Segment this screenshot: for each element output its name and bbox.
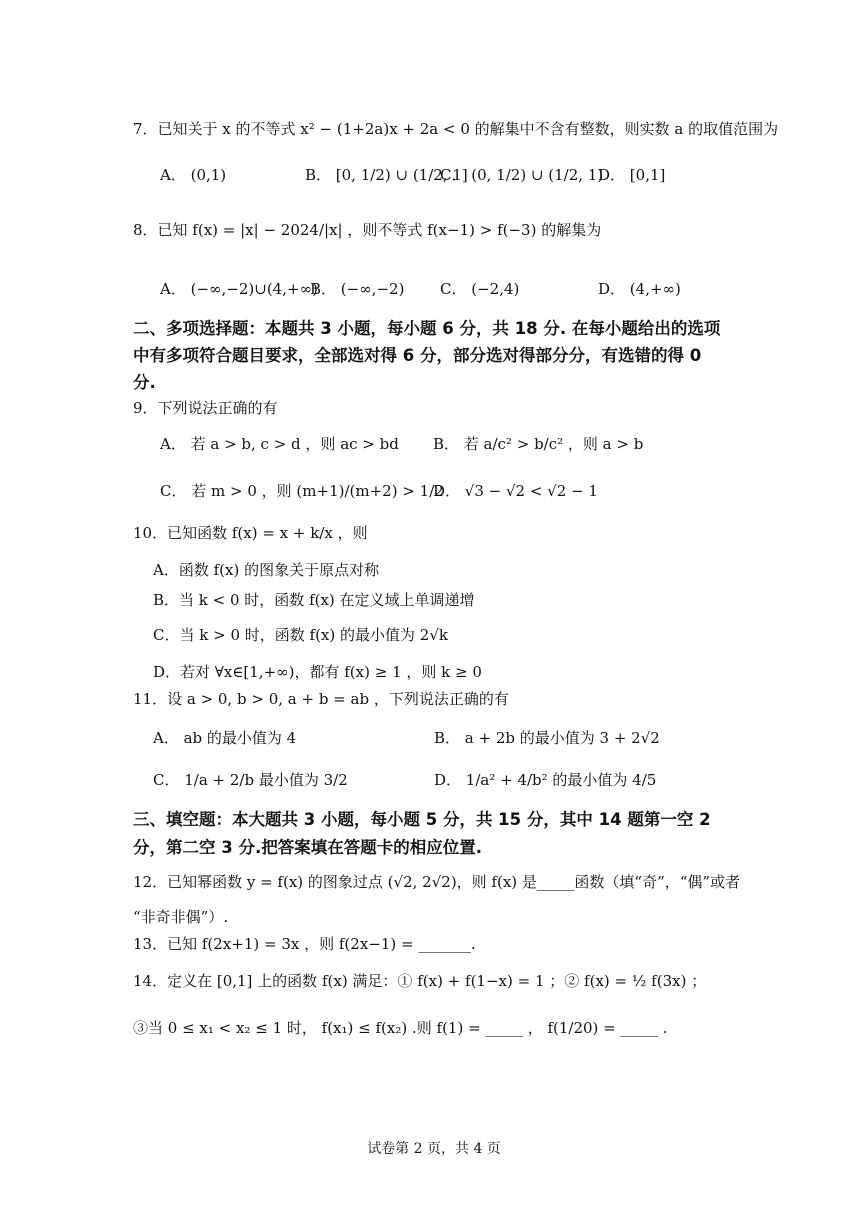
page-footer: 试卷第 2 页，共 4 页 (367, 1141, 501, 1157)
q12-line1: 12．已知幂函数 y = f(x) 的图象过点 (√2, 2√2)，则 f(x) 是_____函数（填“奇”，“偶”或者 (133, 873, 741, 891)
q9-option-a: A． 若 a > b, c > d ，则 ac > bd (160, 435, 399, 453)
q8-option-b: B． (−∞,−2) (310, 280, 405, 298)
q14-line1: 14．定义在 [0,1] 上的函数 f(x) 满足：① f(x) + f(1−x) = 1 ；② f(x) = ½ f(3x) ； (133, 972, 707, 990)
section3-line2: 分，第二空 3 分.把答案填在答题卡的相应位置. (133, 838, 483, 857)
q11-option-b: B． a + 2b 的最小值为 3 + 2√2 (434, 729, 660, 747)
q11-option-a: A． ab 的最小值为 4 (153, 729, 297, 747)
q9-option-b: B． 若 a/c² > b/c² ，则 a > b (433, 435, 644, 453)
q7-option-a: A． (0,1) (160, 166, 227, 184)
q10-stem: 10．已知函数 f(x) = x + k/x ，则 (133, 524, 368, 542)
section2-line3: 分. (133, 373, 156, 392)
q10-option-d: D．若对 ∀x∈[1,+∞)，都有 f(x) ≥ 1 ，则 k ≥ 0 (153, 663, 482, 681)
section2-line1: 二、多项选择题：本题共 3 小题，每小题 6 分，共 18 分. 在每小题给出的选项 (133, 319, 721, 338)
q10-option-c: C．当 k > 0 时，函数 f(x) 的最小值为 2√k (153, 626, 448, 644)
q11-stem: 11．设 a > 0, b > 0, a + b = ab ，下列说法正确的有 (133, 690, 509, 708)
q8-option-c: C． (−2,4) (440, 280, 520, 298)
q10-option-b: B．当 k < 0 时，函数 f(x) 在定义域上单调递增 (153, 591, 475, 609)
q7-stem: 7．已知关于 x 的不等式 x² − (1+2a)x + 2a < 0 的解集中不含有整数，则实数 a 的取值范围为 (133, 120, 779, 138)
q7-option-c: C． (0, 1/2) ∪ (1/2, 1) (440, 166, 604, 184)
q11-option-c: C． 1/a + 2/b 最小值为 3/2 (153, 771, 348, 789)
q7-option-b: B． [0, 1/2) ∪ (1/2, 1] (305, 166, 468, 184)
q8-option-d: D． (4,+∞) (598, 280, 681, 298)
q10-option-a: A．函数 f(x) 的图象关于原点对称 (153, 561, 380, 579)
q8-option-a: A． (−∞,−2)∪(4,+∞) (160, 280, 318, 298)
q11-option-d: D． 1/a² + 4/b² 的最小值为 4/5 (434, 771, 657, 789)
q12-line2: “非奇非偶”）. (133, 908, 229, 926)
q9-option-d: D． √3 − √2 < √2 − 1 (433, 482, 598, 500)
q7-option-d: D． [0,1] (598, 166, 666, 184)
q13-line1: 13．已知 f(2x+1) = 3x ，则 f(2x−1) = _______. (133, 935, 476, 953)
section3-line1: 三、填空题：本大题共 3 小题，每小题 5 分，共 15 分，其中 14 题第一空 2 (133, 810, 711, 829)
q9-stem: 9．下列说法正确的有 (133, 399, 278, 417)
section2-line2: 中有多项符合题目要求，全部选对得 6 分，部分选对得部分分，有选错的得 0 (133, 346, 702, 365)
q14-line2: ③当 0 ≤ x₁ < x₂ ≤ 1 时， f(x₁) ≤ f(x₂) .则 f(1) = _____ ， f(1/20) = _____ . (133, 1019, 668, 1037)
q8-stem: 8．已知 f(x) = |x| − 2024/|x| ，则不等式 f(x−1) > f(−3) 的解集为 (133, 221, 602, 239)
q9-option-c: C． 若 m > 0 ，则 (m+1)/(m+2) > 1/2 (160, 482, 444, 500)
